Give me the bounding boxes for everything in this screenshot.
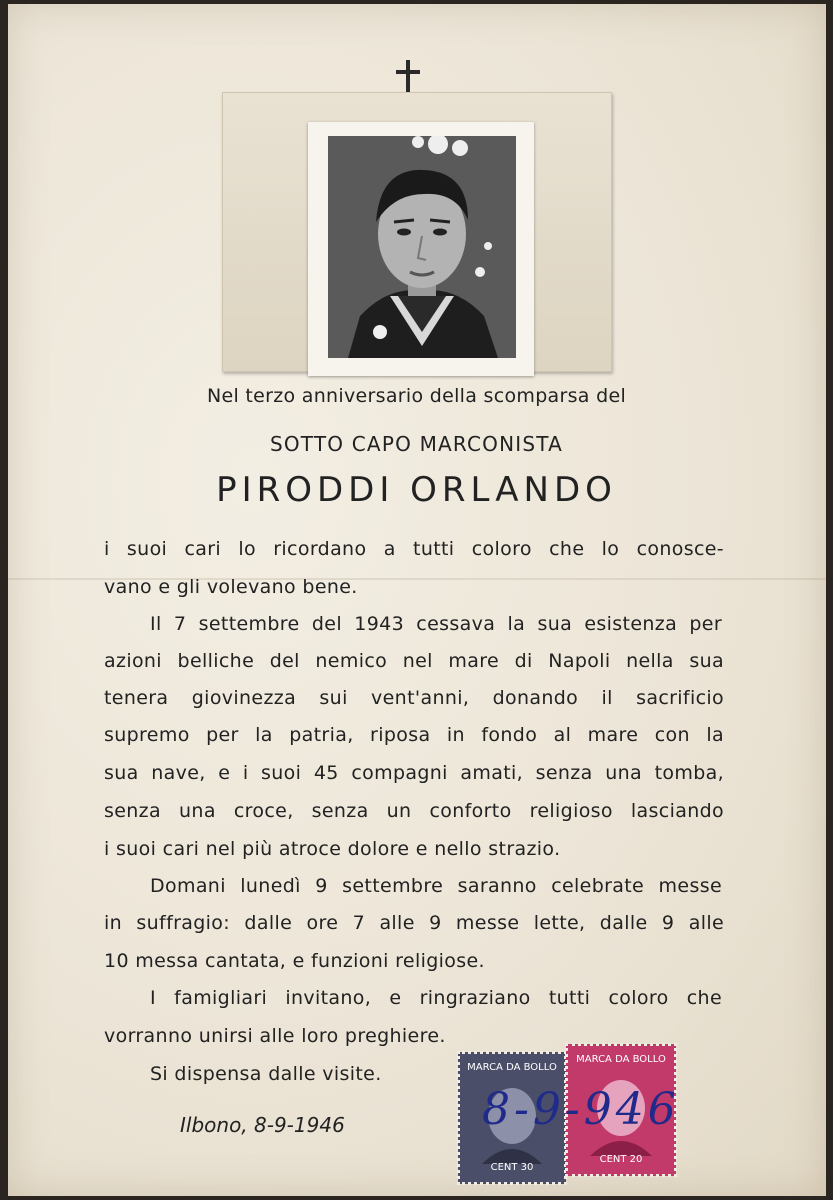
body-line: I famigliari invitano, e ringraziano tutti coloro che [150, 987, 722, 1009]
body-line: in suffragio: dalle ore 7 alle 9 messe lette, dalle 9 alle [104, 912, 724, 934]
body-line: vano e gli volevano bene. [104, 576, 358, 598]
portrait-photo [328, 136, 516, 358]
deceased-name: PIRODDI ORLANDO [216, 470, 617, 510]
stamp-label: MARCA DA BOLLO [467, 1062, 557, 1073]
body-line: Il 7 settembre del 1943 cessava la sua esistenza per [150, 613, 722, 635]
portrait-figure-icon [328, 136, 516, 358]
body-line: Si dispensa dalle visite. [150, 1063, 382, 1085]
body-line: azioni belliche del nemico nel mare di Napoli nella sua [104, 650, 724, 672]
body-line: 10 messa cantata, e funzioni religiose. [104, 950, 485, 972]
rank-title: SOTTO CAPO MARCONISTA [269, 432, 564, 456]
intro-line: Nel terzo anniversario della scomparsa del [206, 385, 627, 407]
stamp-label: MARCA DA BOLLO [576, 1054, 666, 1065]
stamp-value: CENT 30 [490, 1162, 534, 1173]
body-line: Domani lunedì 9 settembre saranno celebrate messe [150, 875, 722, 897]
body-line: vorranno unirsi alle loro preghiere. [104, 1025, 446, 1047]
stamp-value: CENT 20 [599, 1154, 643, 1165]
handwritten-cancel: 8-9-946 [482, 1084, 680, 1135]
body-line: sua nave, e i suoi 45 compagni amati, senza una tomba, [104, 762, 724, 784]
place-date: Ilbono, 8-9-1946 [180, 1113, 345, 1137]
body-line: i suoi cari nel più atroce dolore e nello strazio. [104, 838, 561, 860]
body-line: i suoi cari lo ricordano a tutti coloro che lo conosce- [104, 538, 724, 560]
body-line: tenera giovinezza sui vent'anni, donando il sacrificio [104, 687, 724, 709]
body-line: supremo per la patria, riposa in fondo al mare con la [104, 724, 724, 746]
body-line: senza una croce, senza un conforto religioso lasciando [104, 800, 724, 822]
